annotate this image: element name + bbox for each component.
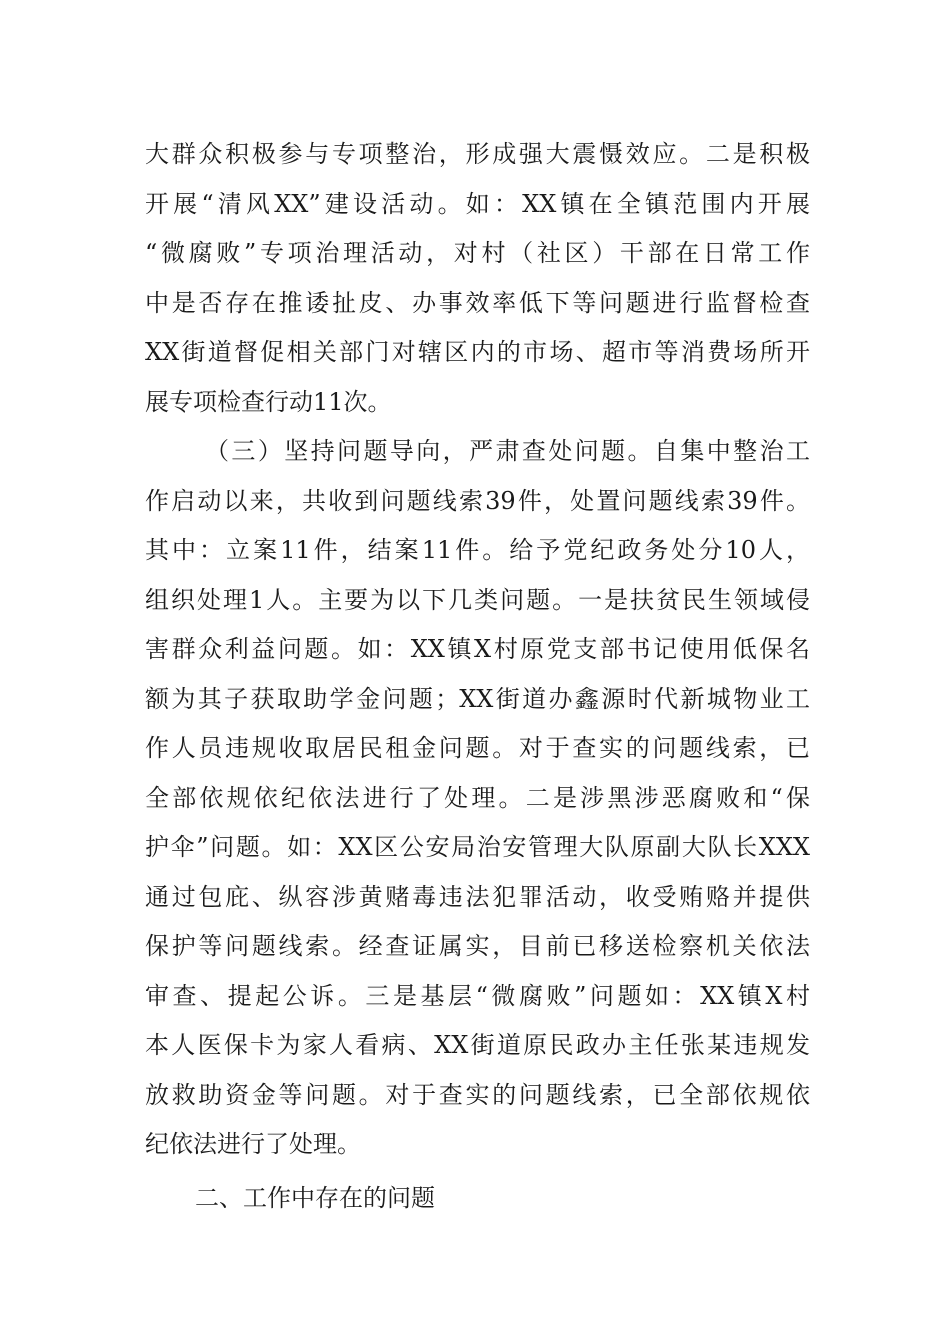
text-line: 展专项检查行动11次。 — [145, 387, 392, 416]
text-line: 纪依法进行了处理。 — [145, 1130, 361, 1158]
text-line: 放救助资金等问题。对于查实的问题线索，已全部依规依 — [145, 1080, 810, 1109]
text-line: 作人员违规收取居民租金问题。对于查实的问题线索，已 — [145, 734, 810, 762]
text-line: 开展“清风XX”建设活动。如：XX镇在全镇范围内开展 — [145, 189, 810, 218]
text-line: 全部依规依纪依法进行了处理。二是涉黑涉恶腐败和“保 — [145, 783, 810, 812]
text-line: 其中：立案11件，结案11件。给予党纪政务处分10人， — [145, 536, 810, 564]
text-line: （三）坚持问题导向，严肃查处问题。自集中整治工 — [205, 437, 810, 465]
text-line: 害群众利益问题。如：XX镇X村原党支部书记使用低保名 — [145, 635, 810, 663]
text-line: 额为其子获取助学金问题；XX街道办鑫源时代新城物业工 — [145, 684, 810, 713]
text-line: 保护等问题线索。经查证属实，目前已移送检察机关依法 — [145, 932, 810, 960]
paragraph-2 — [145, 427, 810, 1170]
paragraph-1 — [145, 130, 810, 427]
text-line: “微腐败”专项治理活动，对村（社区）干部在日常工作 — [145, 239, 810, 267]
section-heading — [145, 1174, 810, 1224]
text-line: XX街道督促相关部门对辖区内的市场、超市等消费场所开 — [145, 338, 810, 366]
section-heading-text: 二、工作中存在的问题 — [195, 1183, 435, 1212]
text-line: 中是否存在推诿扯皮、办事效率低下等问题进行监督检查 — [145, 288, 810, 317]
text-line: 本人医保卡为家人看病、XX街道原民政办主任张某违规发 — [145, 1031, 810, 1059]
text-line: 大群众积极参与专项整治，形成强大震慑效应。二是积极 — [145, 140, 810, 168]
text-line: 护伞”问题。如：XX区公安局治安管理大队原副大队长XXX — [145, 833, 810, 861]
text-line: 通过包庇、纵容涉黄赌毒违法犯罪活动，收受贿赂并提供 — [145, 882, 810, 911]
text-line: 作启动以来，共收到问题线索39件，处置问题线索39件。 — [145, 486, 810, 515]
text-line: 组织处理1人。主要为以下几类问题。一是扶贫民生领域侵 — [145, 585, 810, 614]
document-body — [145, 130, 810, 1223]
text-line: 审查、提起公诉。三是基层“微腐败”问题如：XX镇X村 — [145, 981, 810, 1010]
